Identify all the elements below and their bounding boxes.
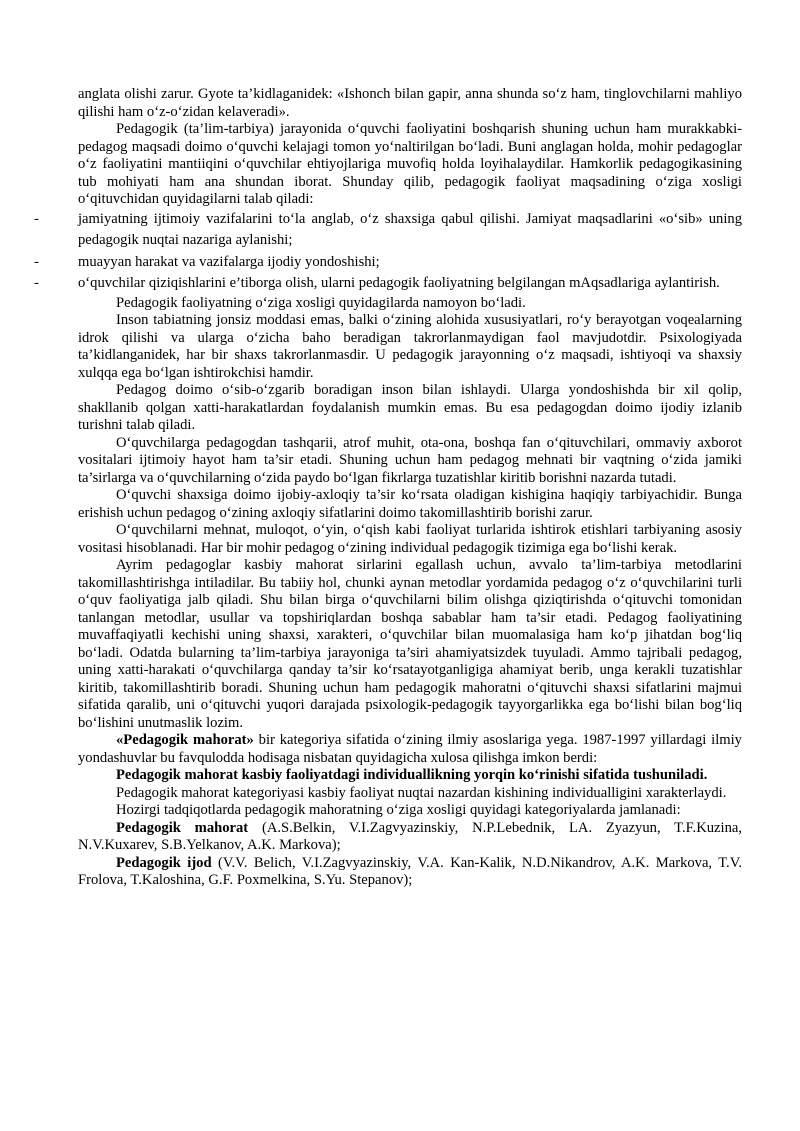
paragraph-growing-person: Pedagog doimo o‘sib-o‘zgarib boradigan inson bilan ishlaydi. Ularga yondoshishda bir xil qolip, shakllanib qolgan xatti-harakatlardan foydalanish mumkin emas. Bu esa pedagogdan doimo ijodiy izlanib turishni talab qiladi. [78,382,742,433]
list-item [34,252,742,274]
list-item-text: muayyan harakat va vazifalarga ijodiy yondoshishi; [78,253,380,270]
paragraph-category-definition: «Pedagogik mahorat» bir kategoriya sifatida o‘zining ilmiy asoslariga yega. 1987-1997 yillardagi ilmiy yondashuvlar bu favqulodda hodisaga nisbatan quyidagicha xulosa qilishga imkon berdi: [78,732,742,766]
paragraph-specifics-intro: Pedagogik faoliyatning o‘ziga xosligi quyidagilarda namoyon bo‘ladi. [116,294,526,311]
term-mastery: Pedagogik mahorat [116,819,249,836]
list-item-text: o‘quvchilar qiziqishlarini e’tiborga olish, ularni pedagogik faoliyatning belgilangan mAqsadlariga aylantirish. [78,275,720,291]
term-creativity: Pedagogik ijod [116,854,212,871]
paragraph-category-characterizes: Pedagogik mahorat kategoriyasi kasbiy faoliyat nuqtai nazardan kishining individualligini xarakterlaydi. [116,784,727,801]
paragraph-mastery-authors: Pedagogik mahorat (A.S.Belkin, V.I.Zagvyazinskiy, N.P.Lebednik, LA. Zyazyun, T.F.Kuzina, N.V.Kuxarev, S.B.Yelkanov, A.K. Markova); [78,819,742,853]
paragraph-moral-influence: O‘quvchi shaxsiga doimo ijobiy-axloqiy ta’sir ko‘rsata oladigan kishigina haqiqiy tarbiyachidir. Bunga erishish uchun pedagog o‘zining axloqiy sifatlarini doimo takomillashtirib borishi zarur. [78,487,742,521]
paragraph-quote: anglata olishi zarur. Gyote ta’kidlaganidek: «Ishonch bilan gapir, anna shunda so‘z ham, tinglovchilarni mahliyo qilishi ham o‘z-o‘zidan kelaveradi». [78,86,742,120]
list-item [34,273,742,295]
list-item-text: jamiyatning ijtimoiy vazifalarini to‘la anglab, o‘z shaxsiga qabul qilishi. Jamiyat maqsadlarini «o‘sib» uning pedagogik nuqtai nazariga aylanishi; [78,210,742,248]
paragraph-current-research: Hozirgi tadqiqotlarda pedagogik mahoratning o‘ziga xosligi quyidagi kategoriyalarda jamlanadi: [116,802,681,818]
list-item [34,209,742,252]
bullet-dash: - [34,275,39,291]
paragraph-activity-types: O‘quvchilarni mehnat, muloqot, o‘yin, o‘qish kabi faoliyat turlarida ishtirok etishlari tarbiyaning asosiy vositasi hisoblanadi. Har bir mohir pedagog o‘zining individual pedagogik tizimiga ega bo‘lishi kerak. [78,522,742,556]
requirements-list [34,209,742,295]
bullet-dash: - [34,253,39,270]
paragraph-conclusion-bold: Pedagogik mahorat kasbiy faoliyatdagi individuallikning yorqin ko‘rinishi sifatida tushuniladi. [116,767,708,783]
paragraph-creativity-authors: Pedagogik ijod (V.V. Belich, V.I.Zagvyazinskiy, V.A. Kan-Kalik, N.D.Nikandrov, A.K. Markova, T.V. Frolova, T.Kaloshina, G.F. Poxmelkina, S.Yu. Stepanov); [78,854,743,888]
paragraph-methods: Ayrim pedagoglar kasbiy mahorat sirlarini egallash uchun, avvalo ta’lim-tarbiya metodlarini takomillashtirishga intiladilar. Bu tabiiy hol, chunki aynan metodlar yordamida pedagog o‘z o‘quvchilarini turli o‘quv faoliyatiga jalb qiladi. Shu bilan birga o‘quvchilarni bilim olishga qiziqtirishda o‘qituvchi tomonidan tanlangan metodlar, usullar va topshiriqlardan boshqa sabablar ham ta’sir etadi. Pedagog faoliyatining muvaffaqiyatli kechishi uning shaxsi, xarakteri, o‘quvchilar bilan muomalasiga ham ko‘p jihatdan bog‘liq bo‘ladi. Odatda bularning ta’lim-tarbiya jarayoniga ta’siri ahamiyatsizdek tuyuladi. Ammo tajribali pedagog, uning xatti-harakati o‘quvchilarga qanday ta’sir ko‘rsatayotganligiga ahamiyat berib, unga kerakli tuzatishlar kiritib, takomillashtirib boradi. Shuning uchun ham pedagogik mahoratni o‘qituvchi shaxsi sifatlarini majmui sifatida qaralib, uni o‘qituvchi yuqori darajada psixologik-pedagogik tayyorgarlikka ega bo‘lishi bilan bog‘liq bo‘lishini unutmaslik lozim. [78,557,742,731]
bullet-dash: - [34,210,39,227]
paragraph-external-influences: O‘quvchilarga pedagogdan tashqarii, atrof muhit, ota-ona, boshqa fan o‘qituvchilari, ommaviy axborot vositalari ijtimoiy hayot ham ta’sir etadi. Shuning uchun ham pedagog mehnati bir vaqtning o‘zida jamiki ta’sirlarga va o‘quvchilarning o‘zida paydo bo‘lgan fikrlarga tuzatishlar kiritib borishni nazarda tutadi. [78,434,742,486]
paragraph-human-nature: Inson tabiatning jonsiz moddasi emas, balki o‘zining alohida xususiyatlari, ro‘y berayotgan voqealarning idrok qilishi va ularga o‘zicha baho beradigan takrorlanmaydigan faol mavjudotdir. Psixologiyada ta’kidlanganidek, har bir shaxs takrorlanmasdir. U pedagogik jarayonning o‘z maqsadi, ishtiyoqi va shaxsiy xulqqa ega bo‘lgan ishtirokchisi hamdir. [78,312,742,381]
term-pedagogical-mastery: «Pedagogik mahorat» [116,732,254,748]
paragraph-pedagogical-process: Pedagogik (ta’lim-tarbiya) jarayonida o‘quvchi faoliyatini boshqarish shuning uchun ham murakkabki-pedagog maqsadi doimo o‘quvchi kelajagi tomon yo‘naltirilgan bo‘ladi. Buni anglagan holda, mohir pedagoglar o‘z faoliyatini mantiiqini o‘quvchilar ehtiyojlariga muvofiq holda loyihalaydilar. Hamkorlik pedagogikasining tub mohiyati ham ana shundan iborat. Shunday qilib, pedagogik faoliyat maqsadining o‘ziga xosligi o‘qituvchidan quyidagilarni talab qiladi: [78,121,742,207]
